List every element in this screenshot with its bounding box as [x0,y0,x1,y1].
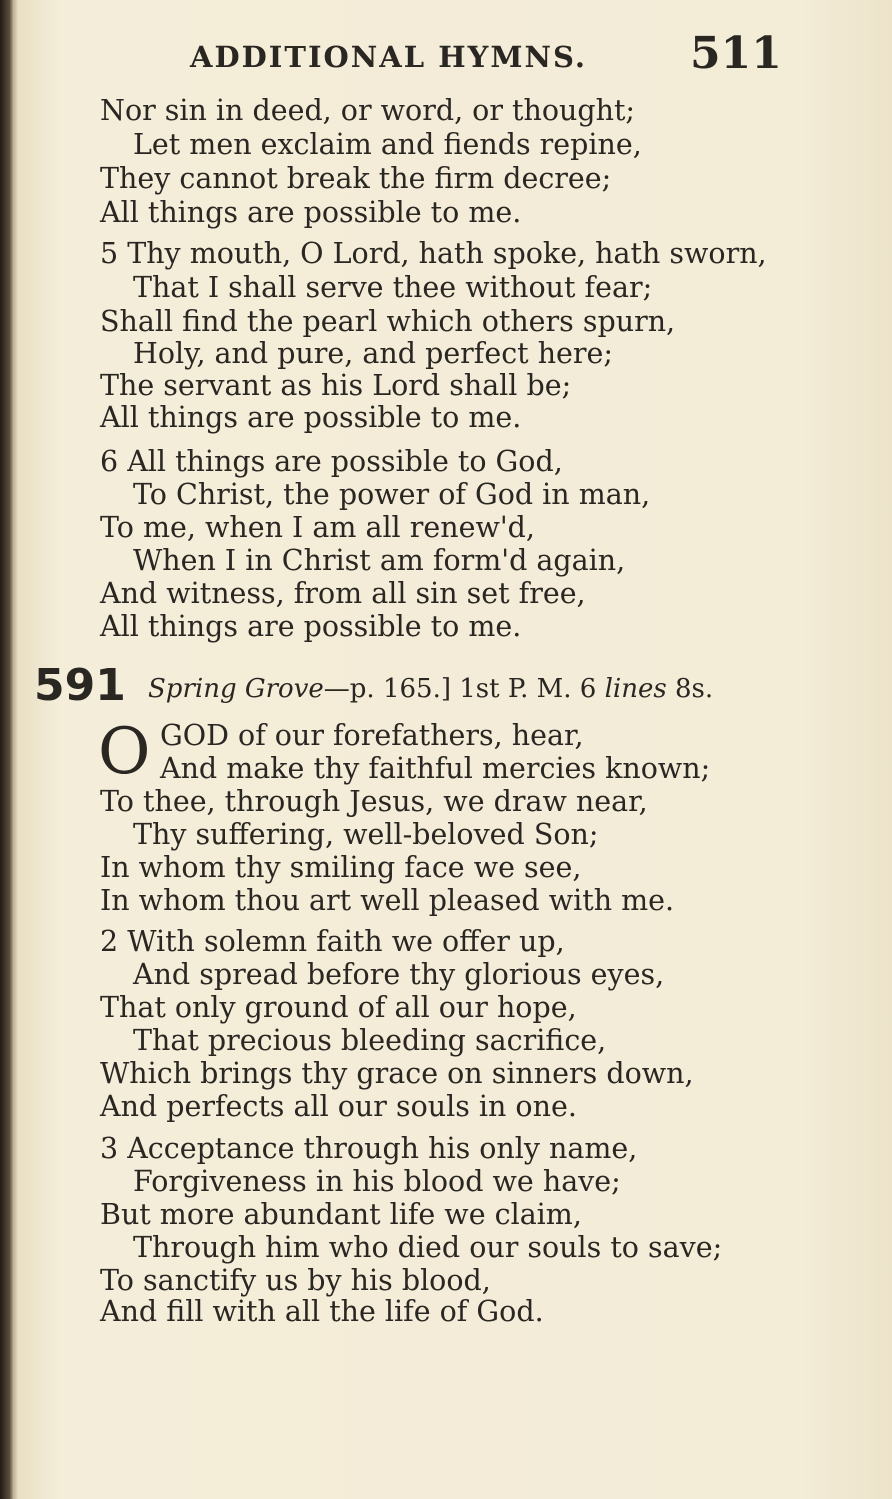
verse-line: In whom thy smiling face we see, [100,851,582,884]
verse-line: GOD of our forefathers, hear, [160,719,584,752]
verse-line: And fill with all the life of God. [100,1295,544,1328]
verse-line: Nor sin in deed, or word, or thought; [100,94,636,127]
verse-line: 6 All things are possible to God, [100,445,563,478]
verse-line: All things are possible to me. [100,401,522,434]
verse-line: All things are possible to me. [100,196,522,229]
tune-reference: —p. 165.] [323,674,451,704]
verse-line: Which brings thy grace on sinners down, [100,1057,694,1090]
verse-line: But more abundant life we claim, [100,1198,582,1231]
book-spine-shadow [0,0,14,1499]
verse-line: To Christ, the power of God in man, [133,478,651,511]
page-number: 511 [690,28,782,79]
verse-line: In whom thou art well pleased with me. [100,884,675,917]
meter-lines: lines [604,674,667,704]
running-head: ADDITIONAL HYMNS. [190,40,587,74]
verse-line: And spread before thy glorious eyes, [133,958,665,991]
verse-line: That only ground of all our hope, [100,991,577,1024]
hymn-number: 591 [34,660,126,711]
verse-line: 2 With solemn faith we offer up, [100,925,565,958]
meter-suffix: 8s. [674,674,714,704]
verse-line: That I shall serve thee without fear; [133,271,653,304]
verse-line: Thy suffering, well-beloved Son; [133,818,599,851]
verse-line: And perfects all our souls in one. [100,1090,577,1123]
verse-line: They cannot break the firm decree; [100,162,612,195]
verse-line: 5 Thy mouth, O Lord, hath spoke, hath sworn, [100,237,767,270]
verse-line: The servant as his Lord shall be; [100,369,572,402]
verse-line: And witness, from all sin set free, [100,577,586,610]
verse-line: And make thy faithful mercies known; [160,752,711,785]
verse-line: When I in Christ am form'd again, [133,544,626,577]
verse-line: To sanctify us by his blood, [100,1264,491,1297]
verse-line: Holy, and pure, and perfect here; [133,337,614,370]
tune-name: Spring Grove [148,674,324,704]
drop-cap: O [98,715,151,789]
tune-info [148,674,713,704]
verse-line: Shall find the pearl which others spurn, [100,305,676,338]
page-header [190,28,790,78]
verse-line: 3 Acceptance through his only name, [100,1132,638,1165]
verse-line: Forgiveness in his blood we have; [133,1165,621,1198]
verse-line: To me, when I am all renew'd, [100,511,535,544]
verse-line: Through him who died our souls to save; [133,1231,723,1264]
verse-line: Let men exclaim and fiends repine, [133,128,642,161]
meter: 1st P. M. 6 [459,674,597,704]
hymn-header [30,660,830,710]
verse-line: All things are possible to me. [100,610,522,643]
verse-line: To thee, through Jesus, we draw near, [100,785,648,818]
verse-line: That precious bleeding sacrifice, [133,1024,607,1057]
